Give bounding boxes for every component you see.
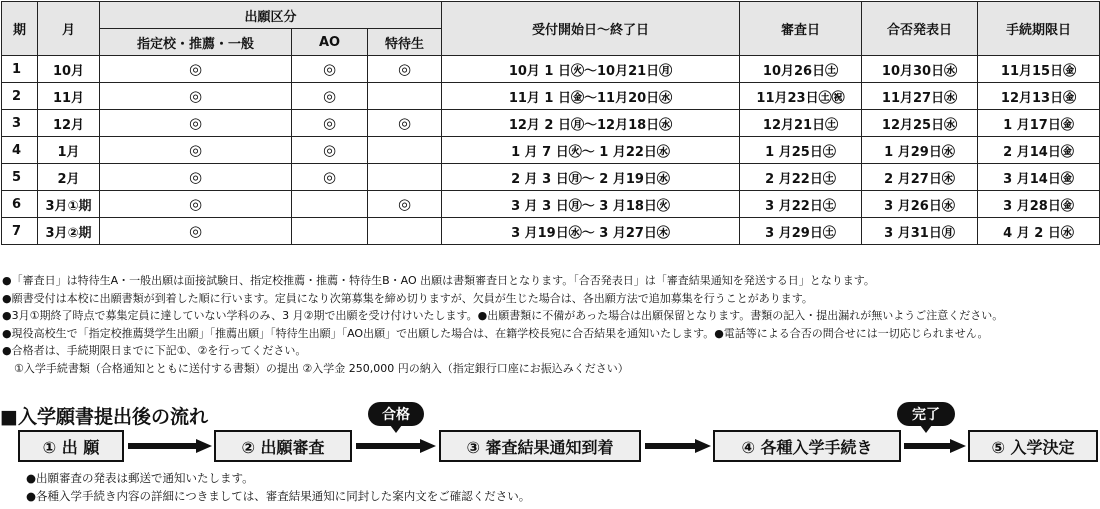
header-special: 特待生 [368, 29, 442, 56]
cell-ao: ◎ [292, 110, 368, 137]
cell-ao: ◎ [292, 137, 368, 164]
cell-period: 1 [2, 56, 38, 83]
header-designated: 指定校・推薦・一般 [100, 29, 292, 56]
table-row [2, 164, 1100, 191]
step-result-arrival: ③ 審査結果通知到着 [439, 430, 641, 462]
cell-ao: ◎ [292, 83, 368, 110]
note-line: ●現役高校生で「指定校推薦奨学生出願」「推薦出願」「特待生出願」「AO出願」で出願した場合は、在籍学校長宛に合否結果を通知いたします。●電話等による合否の問合せには一切応じられません。 [2, 326, 989, 340]
cell-special: ◎ [368, 56, 442, 83]
cell-result: 3 月26日㊌ [862, 191, 978, 218]
arrow-icon [356, 439, 436, 453]
notes [2, 272, 1100, 377]
cell-designated: ◎ [100, 56, 292, 83]
note-line: ①入学手続書類（合格通知とともに送付する書類）の提出 ②入学金 250,000 円の納入（指定銀行口座にお振込みください） [14, 361, 629, 375]
note-line: ●願書受付は本校に出願書類が到着した順に行います。定員になり次第募集を締め切りますが、欠員が生じた場合は、各出願方法で追加募集を行うことがあります。 [2, 291, 813, 305]
cell-designated: ◎ [100, 110, 292, 137]
header-dates: 受付開始日〜終了日 [442, 2, 740, 56]
header-ao: AO [292, 29, 368, 56]
table-row [2, 83, 1100, 110]
step-admission-decided: ⑤ 入学決定 [968, 430, 1098, 462]
cell-month: 12月 [38, 110, 100, 137]
cell-period: 6 [2, 191, 38, 218]
header-deadline: 手続期限日 [978, 2, 1100, 56]
cell-designated: ◎ [100, 83, 292, 110]
header-month: 月 [38, 2, 100, 56]
cell-designated: ◎ [100, 191, 292, 218]
cell-deadline: 3 月14日㊎ [978, 164, 1100, 191]
cell-result: 3 月31日㊊ [862, 218, 978, 245]
cell-month: 2月 [38, 164, 100, 191]
arrow-icon [904, 439, 966, 453]
header-result: 合否発表日 [862, 2, 978, 56]
header-exam: 審査日 [740, 2, 862, 56]
cell-exam: 3 月22日㊏ [740, 191, 862, 218]
cell-deadline: 11月15日㊎ [978, 56, 1100, 83]
note-line: ●3月①期終了時点で募集定員に達していない学科のみ、3 月②期で出願を受け付けいたします。●出願書類に不備があった場合は出願保留となります。書類の記入・提出漏れが無いようご注意ください。 [2, 309, 1004, 322]
cell-result: 10月30日㊌ [862, 56, 978, 83]
cell-special [368, 164, 442, 191]
flow-footnotes [26, 469, 530, 505]
cell-special: ◎ [368, 191, 442, 218]
badge-complete: 完了 [897, 402, 955, 426]
arrow-icon [128, 439, 212, 453]
table-row [2, 56, 1100, 83]
cell-deadline: 12月13日㊎ [978, 83, 1100, 110]
cell-result: 12月25日㊌ [862, 110, 978, 137]
cell-period: 4 [2, 137, 38, 164]
table-row [2, 137, 1100, 164]
cell-dates: 2 月 3 日㊊〜 2 月19日㊌ [442, 164, 740, 191]
cell-dates: 1 月 7 日㊋〜 1 月22日㊌ [442, 137, 740, 164]
cell-month: 3月②期 [38, 218, 100, 245]
table-row [2, 218, 1100, 245]
cell-deadline: 3 月28日㊎ [978, 191, 1100, 218]
cell-special [368, 218, 442, 245]
cell-dates: 3 月19日㊌〜 3 月27日㊍ [442, 218, 740, 245]
cell-special [368, 137, 442, 164]
cell-dates: 10月 1 日㊋〜10月21日㊊ [442, 56, 740, 83]
header-period: 期 [2, 2, 38, 56]
cell-exam: 1 月25日㊏ [740, 137, 862, 164]
cell-result: 2 月27日㊍ [862, 164, 978, 191]
cell-dates: 11月 1 日㊎〜11月20日㊌ [442, 83, 740, 110]
step-review: ② 出願審査 [214, 430, 352, 462]
cell-exam: 3 月29日㊏ [740, 218, 862, 245]
cell-deadline: 4 月 2 日㊌ [978, 218, 1100, 245]
cell-result: 1 月29日㊌ [862, 137, 978, 164]
cell-designated: ◎ [100, 164, 292, 191]
cell-month: 3月①期 [38, 191, 100, 218]
cell-period: 7 [2, 218, 38, 245]
note-line: ●「審査日」は特待生A・一般出願は面接試験日、指定校推薦・推薦・特待生B・AO 出願は書類審査日となります。「合否発表日」は「審査結果通知を発送する日」となります。 [2, 274, 875, 287]
schedule-table [1, 1, 1100, 245]
flow-title: ■入学願書提出後の流れ [0, 406, 208, 428]
cell-designated: ◎ [100, 218, 292, 245]
step-enrollment-procedures: ④ 各種入学手続き [713, 430, 901, 462]
step-application: ① 出 願 [18, 430, 124, 462]
footnote-line: ●各種入学手続き内容の詳細につきましては、審査結果通知に同封した案内文をご確認ください。 [26, 489, 531, 503]
footnote-line: ●出願審査の発表は郵送で通知いたします。 [26, 471, 254, 485]
cell-dates: 3 月 3 日㊊〜 3 月18日㊋ [442, 191, 740, 218]
cell-period: 5 [2, 164, 38, 191]
cell-exam: 10月26日㊏ [740, 56, 862, 83]
cell-exam: 11月23日㊏㊗ [740, 83, 862, 110]
badge-pass: 合格 [368, 402, 424, 426]
cell-exam: 12月21日㊏ [740, 110, 862, 137]
cell-exam: 2 月22日㊏ [740, 164, 862, 191]
cell-ao [292, 191, 368, 218]
cell-month: 10月 [38, 56, 100, 83]
table-row [2, 191, 1100, 218]
cell-deadline: 1 月17日㊎ [978, 110, 1100, 137]
arrow-icon [645, 439, 711, 453]
table-row [2, 110, 1100, 137]
cell-dates: 12月 2 日㊊〜12月18日㊌ [442, 110, 740, 137]
cell-period: 2 [2, 83, 38, 110]
cell-month: 1月 [38, 137, 100, 164]
cell-period: 3 [2, 110, 38, 137]
cell-month: 11月 [38, 83, 100, 110]
cell-ao: ◎ [292, 56, 368, 83]
cell-special: ◎ [368, 110, 442, 137]
header-application-category: 出願区分 [100, 2, 442, 29]
cell-designated: ◎ [100, 137, 292, 164]
cell-ao [292, 218, 368, 245]
note-line: ●合格者は、手続期限日までに下記①、②を行ってください。 [2, 344, 307, 357]
cell-deadline: 2 月14日㊎ [978, 137, 1100, 164]
cell-ao: ◎ [292, 164, 368, 191]
cell-result: 11月27日㊌ [862, 83, 978, 110]
cell-special [368, 83, 442, 110]
